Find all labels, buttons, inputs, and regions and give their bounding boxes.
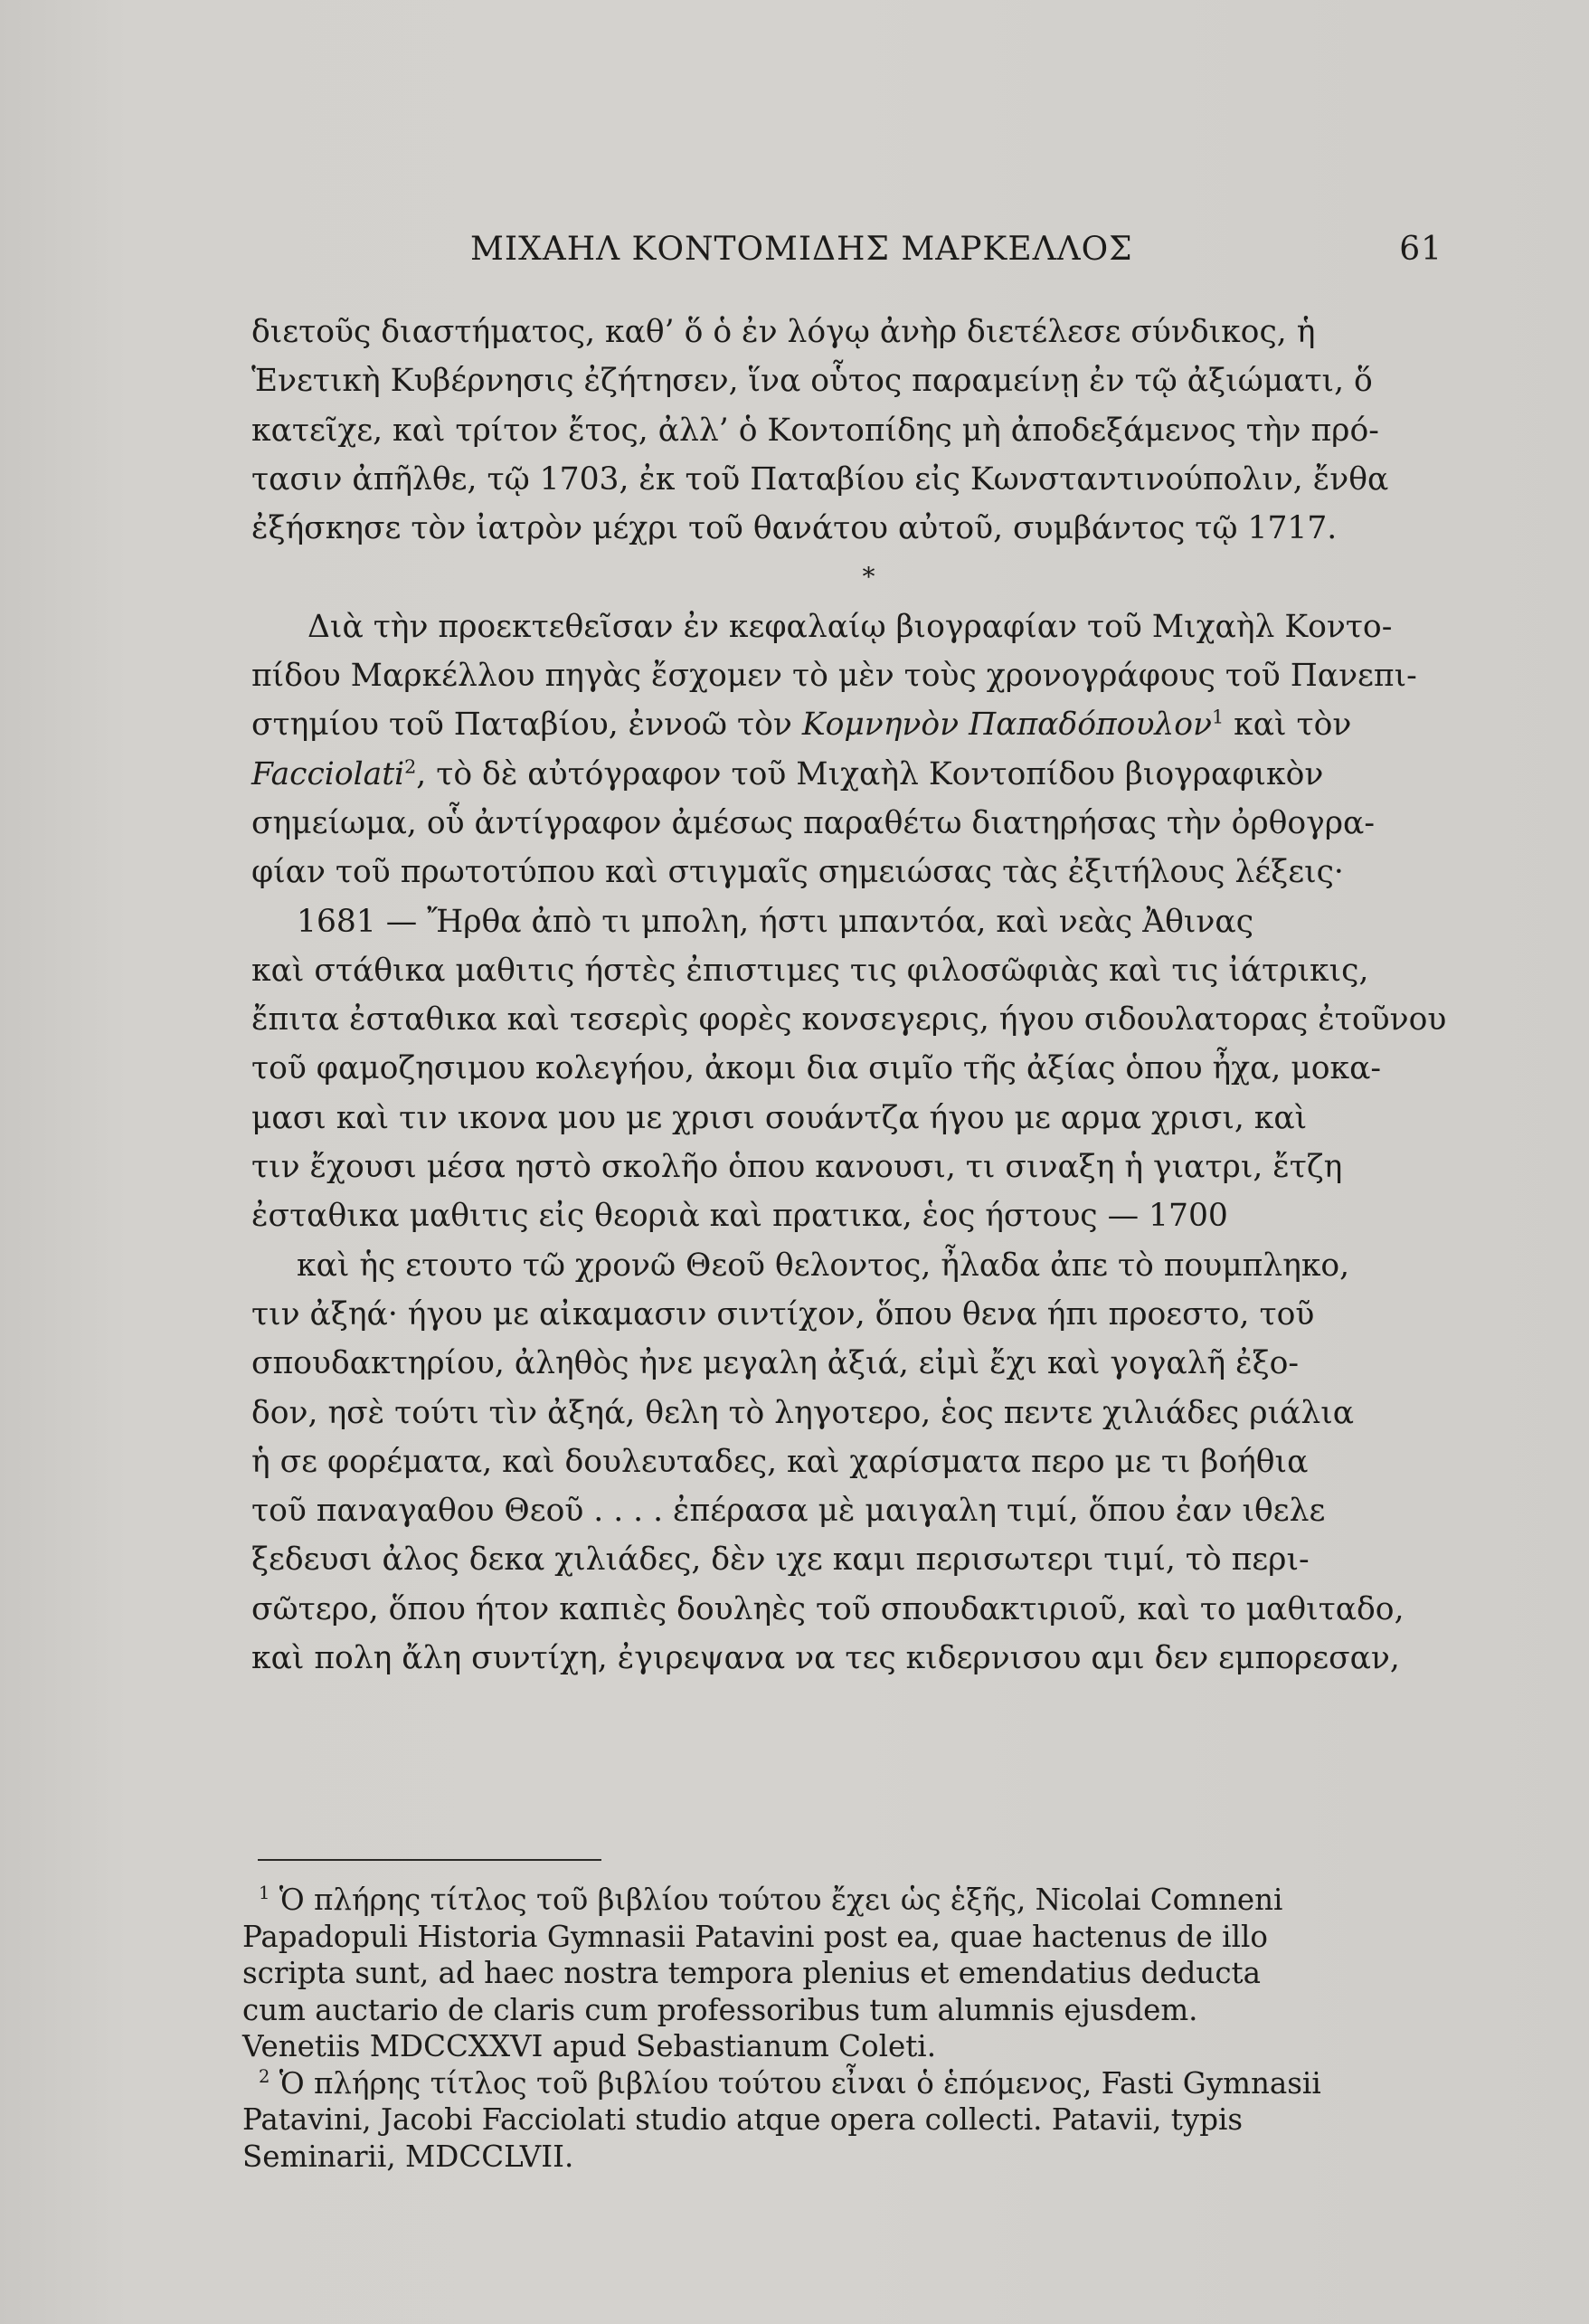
running-title: ΜΙΧΑΗΛ ΚΟΝΤΟΜΙΔΗΣ ΜΑΡΚΕΛΛΟΣ — [470, 231, 1133, 268]
text-line: σημείωμα, οὗ ἀντίγραφον ἀμέσως παραθέτω διατηρήσας τὴν ὀρθογρα- — [251, 804, 1376, 841]
footnote-line: Venetiis MDCCXXVI apud Sebastianum Coleti. — [242, 2029, 937, 2063]
text-segment: , τὸ δὲ αὐτόγραφον τοῦ Μιχαὴλ Κοντοπίδου βιογραφικὸν — [416, 755, 1324, 792]
text-line: τιν ἀξηά· ήγου με αἰκαμασιν σιντίχον, ὅπου θενα ήπι προεστο, τοῦ — [251, 1295, 1315, 1333]
footnote-text: Ὁ πλήρης τίτλος τοῦ βιβλίου τούτου ἔχει ὡς ἑξῆς, Nicolai Comneni — [279, 1883, 1283, 1917]
page-number: 61 — [1399, 231, 1442, 268]
text-line: καὶ στάθικα μαθιτις ήστὲς ἐπιστιμες τις φιλοσῶφιὰς καὶ τις ἰάτρικις, — [251, 952, 1369, 989]
text-line: σπουδακτηρίου, ἀληθὸς ἠνε μεγαλη ἀξιά, εἰμὶ ἔχι καὶ γογαλῆ ἐξο- — [251, 1345, 1300, 1382]
text-line: φίαν τοῦ πρωτοτύπου καὶ στιγμαῖς σημειώσας τὰς ἐξιτήλους λέξεις· — [251, 854, 1344, 891]
footnote-marker: 1 — [259, 1883, 270, 1904]
text-line-with-italic — [251, 750, 1450, 799]
main-text — [251, 308, 1450, 1683]
text-line: δον, ησὲ τούτι τὶν ἀξηά, θελη τὸ ληγοτερο, ἑος πεντε χιλιάδες ριάλια — [251, 1394, 1355, 1431]
text-line: καὶ ἡς ετουτο τῶ χρονῶ Θεοῦ θελοντος, ἦλαδα ἀπε τὸ πουμπληκο, — [297, 1247, 1350, 1284]
text-line: τιν ἔχουσι μέσα ηστὸ σκολῆο ὁπου κανουσι, τι σιναξη ἡ γιατρι, ἔτζη — [251, 1149, 1343, 1186]
text-line: καὶ πολη ἄλη συντίχη, ἐγιρεψανα να τες κιδερνισου αμι δεν εμπορεσαν, — [251, 1640, 1400, 1677]
text-line: τασιν ἀπῆλθε, τῷ 1703, ἐκ τοῦ Παταβίου εἰς Κωνσταντινούπολιν, ἔνθα — [251, 460, 1389, 498]
text-line: Διὰ τὴν προεκτεθεῖσαν ἐν κεφαλαίῳ βιογραφίαν τοῦ Μιχαὴλ Κοντο- — [307, 608, 1393, 645]
italic-latin-name: Facciolati — [251, 755, 405, 792]
footnote-line: Patavini, Jacobi Facciolati studio atque opera collecti. Patavii, typis — [242, 2102, 1244, 2137]
footnote-text: Ὁ πλήρης τίτλος τοῦ βιβλίου τούτου εἶναι ὁ ἑπόμενος, Fasti Gymnasii — [279, 2065, 1321, 2101]
text-line: Ἑνετικὴ Κυβέρνησις ἐζήτησεν, ἵνα οὗτος παραμείνῃ ἐν τῷ ἀξιώματι, ὅ — [251, 363, 1373, 400]
text-line: τοῦ παναγαθου Θεοῦ . . . . ἐπέρασα μὲ μαιγαλη τιμί, ὅπου ἐαν ιθελε — [251, 1493, 1326, 1530]
text-line-with-italic — [251, 700, 1450, 749]
text-line: μασι καὶ τιν ικονα μου με χρισι σουάντζα ήγου με αρμα χρισι, καὶ — [251, 1099, 1308, 1136]
footnote-line: scripta sunt, ad haec nostra tempora plenius et emendatius deducta — [242, 1956, 1261, 1990]
text-line: ἔπιτα ἐσταθικα καὶ τεσερὶς φορὲς κονσεγερις, ήγου σιδουλατορας ἐτοῦνου — [251, 1001, 1447, 1039]
text-line: πίδου Μαρκέλλου πηγὰς ἔσχομεν τὸ μὲν τοὺς χρονογράφους τοῦ Πανεπι- — [251, 658, 1417, 695]
text-line: ἐσταθικα μαθιτις εἰς θεοριὰ καὶ πρατικα, ἑος ήστους — 1700 — [251, 1198, 1228, 1235]
footnote-ref-2[interactable]: 2 — [404, 755, 417, 778]
footnote-line — [242, 1882, 1450, 1919]
text-line: 1681 — Ἤρθα ἀπὸ τι μπολη, ήστι μπαντόα, καὶ νεὰς Ἀθινας — [297, 903, 1254, 940]
text-line: ἐξήσκησε τὸν ἰατρὸν μέχρι τοῦ θανάτου αὐτοῦ, συμβάντος τῷ 1717. — [251, 510, 1338, 547]
footnote-2 — [242, 2065, 1450, 2176]
footnote-line: cum auctario de claris cum professoribus tum alumnis ejusdem. — [242, 1992, 1198, 2027]
footnote-line: Papadopuli Historia Gymnasii Patavini post ea, quae hactenus de illo — [242, 1919, 1268, 1954]
footnote-line — [242, 2065, 1450, 2102]
footnote-1 — [242, 1882, 1450, 2065]
italic-name: Κομνηνὸν Παπαδόπουλον — [801, 707, 1213, 744]
section-asterisk: * — [862, 562, 875, 593]
footnote-divider — [258, 1859, 601, 1861]
text-line: διετοῦς διαστήματος, καθ’ ὅ ὁ ἐν λόγῳ ἀνὴρ διετέλεσε σύνδικος, ἡ — [251, 314, 1316, 350]
footnote-ref-1[interactable]: 1 — [1212, 706, 1225, 728]
text-line: τοῦ φαμοζησιμου κολεγήου, ἀκομι δια σιμῖο τῆς ἀξίας ὁπου ἦχα, μοκα- — [251, 1050, 1382, 1087]
footnote-marker: 2 — [259, 2065, 270, 2087]
text-segment: στημίου τοῦ Παταβίου, ἐννοῶ τὸν — [251, 707, 802, 744]
footnote-line: Seminarii, MDCCLVII. — [242, 2139, 574, 2174]
text-line: σῶτερο, ὅπου ήτον καπιὲς δουληὲς τοῦ σπουδακτιριοῦ, καὶ το μαθιταδο, — [251, 1590, 1405, 1627]
text-segment: καὶ τὸν — [1224, 707, 1352, 744]
text-line: ξεδευσι ἀλος δεκα χιλιάδες, δὲν ιχε καμι περισωτερι τιμί, τὸ περι- — [251, 1541, 1310, 1579]
text-line: ἡ σε φορέματα, καὶ δουλευταδες, καὶ χαρίσματα περο με τι βοήθια — [251, 1443, 1309, 1480]
text-line: κατεῖχε, καὶ τρίτον ἔτος, ἀλλ’ ὁ Κοντοπίδης μὴ ἀποδεξάμενος τὴν πρό- — [251, 412, 1379, 449]
footnotes — [242, 1882, 1450, 2175]
